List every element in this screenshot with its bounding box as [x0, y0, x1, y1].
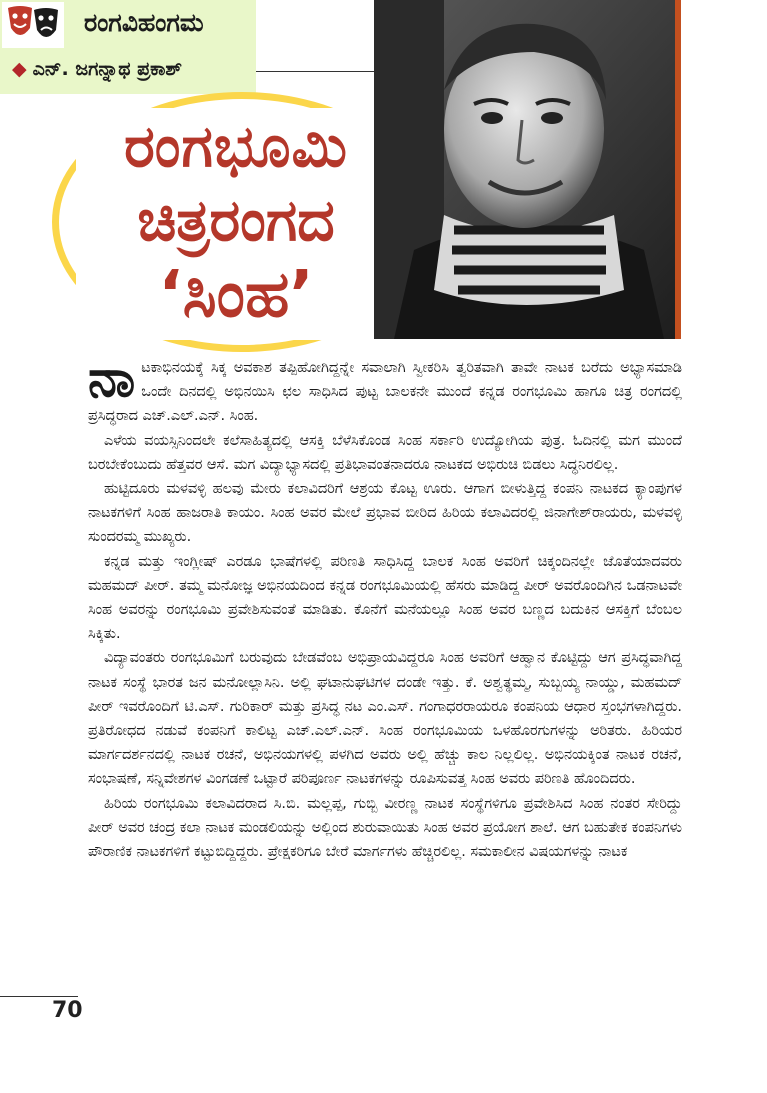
headline-line-3: ‘ಸಿಂಹ’ — [158, 258, 314, 332]
article-paragraph: ಕನ್ನಡ ಮತ್ತು ಇಂಗ್ಲೀಷ್ ಎರಡೂ ಭಾಷೆಗಳಲ್ಲಿ ಪರಿಣತಿ ಸಾಧಿಸಿದ್ದ ಬಾಲಕ ಸಿಂಹ ಅವರಿಗೆ ಚಿಕ್ಕಂದಿನಲ್ಲೇ ಜೊತೆಯಾದವರು ಮಹಮದ್ ಪೀರ್. ತಮ್ಮ ಮನೋಜ್ಞ ಅಭಿನಯದಿಂದ ಕನ್ನಡ ರಂಗಭೂಮಿಯಲ್ಲಿ ಹೆಸರು ಮಾಡಿದ್ದ ಪೀರ್ ಅವರೊಂದಿಗಿನ ಒಡನಾಟವೇ ಸಿಂಹ ಅವರನ್ನು ರಂಗಭೂಮಿ ಪ್ರವೇಶಿಸುವಂತೆ ಮಾಡಿತು. ಕೊನೆಗೆ ಮನೆಯಲ್ಲೂ ಸಿಂಹ ಅವರ ಬಣ್ಣದ ಬದುಕಿನ ಆಸಕ್ತಿಗೆ ಬೆಂಬಲ ಸಿಕ್ಕಿತು. — [88, 553, 682, 643]
article-body — [88, 349, 682, 864]
footer-rule — [0, 996, 78, 997]
portrait-photo — [374, 0, 675, 339]
article-paragraph: ಹಿರಿಯ ರಂಗಭೂಮಿ ಕಲಾವಿದರಾದ ಸಿ.ಬಿ. ಮಲ್ಲಪ್ಪ, ಗುಬ್ಬಿ ವೀರಣ್ಣ ನಾಟಕ ಸಂಸ್ಥೆಗಳಿಗೂ ಪ್ರವೇಶಿಸಿದ ಸಿಂಹ ನಂತರ ಸೇರಿದ್ದು ಪೀರ್ ಅವರ ಚಂದ್ರ ಕಲಾ ನಾಟಕ ಮಂಡಲಿಯನ್ನು ಅಲ್ಲಿಂದ ಶುರುವಾಯಿತು ಸಿಂಹ ಅವರ ಪ್ರಯೋಗ ಶಾಲೆ. ಆಗ ಬಹುತೇಕ ಕಂಪನಿಗಳು ಪೌರಾಣಿಕ ನಾಟಕಗಳಿಗೆ ಕಟ್ಟುಬಿದ್ದಿದ್ದರು. ಪ್ರೇಕ್ಷಕರಿಗೂ ಬೇರೆ ಮಾರ್ಗಗಳು ಹೆಚ್ಚಿರಲಿಲ್ಲ. ಸಮಕಾಲೀನ ವಿಷಯಗಳನ್ನು ನಾಟಕ — [88, 795, 682, 861]
headline-line-2: ಚಿತ್ರರಂಗದ — [137, 186, 335, 254]
article-paragraph: ಎಳೆಯ ವಯಸ್ಸಿನಿಂದಲೇ ಕಲೆಸಾಹಿತ್ಯದಲ್ಲಿ ಆಸಕ್ತಿ ಬೆಳೆಸಿಕೊಂಡ ಸಿಂಹ ಸರ್ಕಾರಿ ಉದ್ಯೋಗಿಯ ಪುತ್ರ. ಓದಿನಲ್ಲಿ ಮಗ ಮುಂದೆ ಬರಬೇಕೆಂಬುದು ಹೆತ್ತವರ ಆಸೆ. ಮಗ ವಿದ್ಯಾಭ್ಯಾಸದಲ್ಲಿ ಪ್ರತಿಭಾವಂತನಾದರೂ ನಾಟಕದ ಅಭಿರುಚಿ ಬಿಡಲು ಸಿದ್ಧನಿರಲಿಲ್ಲ. — [88, 432, 682, 473]
header-rule — [256, 71, 376, 72]
article-paragraph: ನಾಟಕಾಭಿನಯಕ್ಕೆ ಸಿಕ್ಕ ಅವಕಾಶ ತಪ್ಪಿಹೋಗಿದ್ದನ್ನೇ ಸವಾಲಾಗಿ ಸ್ವೀಕರಿಸಿ ತ್ವರಿತವಾಗಿ ತಾವೇ ನಾಟಕ ಬರೆದು ಅಭ್ಯಾಸಮಾಡಿ ಒಂದೇ ದಿನದಲ್ಲಿ ಅಭಿನಯಿಸಿ ಛಲ ಸಾಧಿಸಿದ ಪುಟ್ಟ ಬಾಲಕನೇ ಮುಂದೆ ಕನ್ನಡ ರಂಗಭೂಮಿ ಹಾಗೂ ಚಿತ್ರ ರಂಗದಲ್ಲಿ ಪ್ರಸಿದ್ಧರಾದ ಎಚ್.ಎಲ್.ಎನ್. ಸಿಂಹ. — [88, 349, 682, 425]
article-paragraph: ವಿದ್ಯಾವಂತರು ರಂಗಭೂಮಿಗೆ ಬರುವುದು ಬೇಡವೆಂಬ ಅಭಿಪ್ರಾಯವಿದ್ದರೂ ಸಿಂಹ ಅವರಿಗೆ ಆಹ್ವಾನ ಕೊಟ್ಟಿದ್ದು ಆಗ ಪ್ರಸಿದ್ಧವಾಗಿದ್ದ ನಾಟಕ ಸಂಸ್ಥೆ ಭಾರತ ಜನ ಮನೋಲ್ಲಾಸಿನಿ. ಅಲ್ಲಿ ಘಟಾನುಘಟಿಗಳ ದಂಡೇ ಇತ್ತು. ಕೆ. ಅಶ್ವತ್ಥಮ್ಮ, ಸುಬ್ಬಯ್ಯ ನಾಯ್ಡು, ಮಹಮದ್ ಪೀರ್ ಇವರೊಂದಿಗೆ ಟಿ.ಎಸ್. ಗುರಿಕಾರ್ ಮತ್ತು ಪ್ರಸಿದ್ಧ ನಟ ಎಂ.ಎಸ್. ಗಂಗಾಧರರಾಯರೂ ಕಂಪನಿಯ ಆಧಾರ ಸ್ತಂಭಗಳಾಗಿದ್ದರು. ಪ್ರತಿರೋಧದ ನಡುವೆ ಕಂಪನಿಗೆ ಕಾಲಿಟ್ಟ ಎಚ್.ಎಲ್.ಎನ್. ಸಿಂಹ ರಂಗಭೂಮಿಯ ಒಳಹೊರಗುಗಳನ್ನು ಅರಿತರು. ಹಿರಿಯರ ಮಾರ್ಗದರ್ಶನದಲ್ಲಿ ನಾಟಕ ರಚನೆ, ಅಭಿನಯಗಳಲ್ಲಿ ಪಳಗಿದ ಅವರು ಅಲ್ಲಿ ಹೆಚ್ಚು ಕಾಲ ನಿಲ್ಲಲಿಲ್ಲ. ಅಭಿನಯಕ್ಕಿಂತ ನಾಟಕ ರಚನೆ, ಸಂಭಾಷಣೆ, ಸನ್ನಿವೇಶಗಳ ವಿಂಗಡಣೆ ಒಟ್ಟಾರೆ ಪರಿಪೂರ್ಣ ನಾಟಕಗಳನ್ನು ರೂಪಿಸುವತ್ತ ಸಿಂಹ ಅವರು ಪರಿಣತಿ ಹೊಂದಿದರು. — [88, 650, 682, 788]
column-header — [0, 0, 256, 94]
author-name: ಎನ್. ಜಗನ್ನಾಥ ಪ್ರಕಾಶ್ — [32, 58, 182, 80]
column-name: ರಂಗವಿಹಂಗಮ — [84, 8, 204, 37]
author-byline — [12, 58, 182, 80]
drop-cap: ನಾ — [88, 349, 136, 409]
theatre-masks-icon — [2, 2, 64, 48]
diamond-bullet-icon: ◆ — [12, 58, 27, 80]
article-paragraph: ಹುಟ್ಟಿದೂರು ಮಳವಳ್ಳಿ ಹಲವು ಮೇರು ಕಲಾವಿದರಿಗೆ ಆಶ್ರಯ ಕೊಟ್ಟ ಊರು. ಆಗಾಗ ಬೀಳುತ್ತಿದ್ದ ಕಂಪನಿ ನಾಟಕದ ಕ್ಯಾಂಪುಗಳ ನಾಟಕಗಳಿಗೆ ಸಿಂಹ ಹಾಜರಾತಿ ಕಾಯಂ. ಸಿಂಹ ಅವರ ಮೇಲೆ ಪ್ರಭಾವ ಬೀರಿದ ಹಿರಿಯ ಕಲಾವಿದರಲ್ಲಿ ಜಿನಾಗೇಶ್‌ರಾಯರು, ಮಳವಳ್ಳಿ ಸುಂದರಮ್ಮ ಮುಖ್ಯರು. — [88, 481, 682, 546]
headline-line-1: ರಂಗಭೂಮಿ — [124, 112, 348, 180]
page-number: 70 — [52, 998, 83, 1023]
